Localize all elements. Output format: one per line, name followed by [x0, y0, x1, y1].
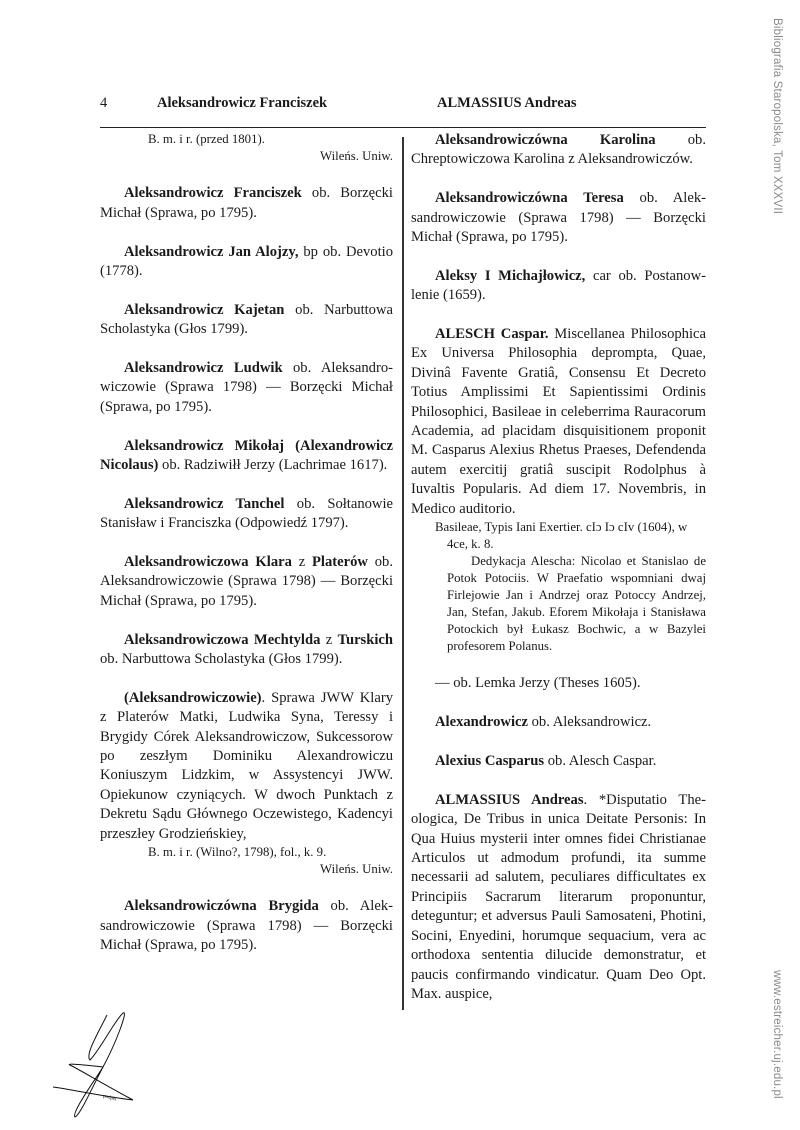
right-column [411, 131, 706, 1024]
entry-body: ob. Radziwiłł Jerzy (Lachrimae 1617). [158, 457, 388, 474]
list-item [100, 631, 393, 670]
continuation-entry [100, 131, 393, 165]
running-head-left: Aleksandrowicz Franciszek [157, 95, 328, 111]
see-also [411, 674, 706, 693]
almassius-entry [411, 791, 706, 1004]
entry-head: Aleksandrowiczówna Karolina [435, 132, 656, 148]
imprint: B. m. i r. (przed 1801). [148, 132, 265, 146]
main-entry [100, 689, 393, 878]
list-item [411, 189, 706, 247]
page-number: 4 [100, 95, 108, 111]
see-also-text: — ob. Lemka Jerzy (Theses 1605). [435, 675, 641, 692]
entry-head: Aleksandrowiczowa Klara [124, 554, 292, 571]
entry-head-2: Turskich [337, 631, 393, 648]
series-title: Bibliografia Staropolska, Tom XXXVII [771, 18, 783, 215]
entry-body: ob. Aleksandrowiczowie (Sprawa 1798) — Borzęcki Michał (Sprawa, po 1795). [100, 554, 393, 609]
signature-icon [45, 1005, 165, 1125]
imprint: B. m. i r. (Wilno?, 1798), fol., k. 9. [148, 845, 327, 860]
entry-mid: z [320, 631, 338, 648]
running-head-right: ALMASSIUS Andreas [437, 95, 577, 111]
entry-body: ob. Aleksandrowiczowie (Sprawa 1798) — Borzęcki Michał (Sprawa, po 1795). [100, 360, 393, 415]
entry-body: ob. Aleksandrowiczowie (Sprawa 1798) — Borzęcki Michał (Sprawa, po 1795). [411, 190, 706, 246]
signature-label: podpis [102, 1094, 117, 1103]
entry-body: ob. Narbuttowa Scholastyka (Głos 1799). [100, 651, 343, 668]
list-item [100, 243, 393, 282]
entry-body: ob. Aleksandrowicz. [527, 714, 652, 731]
entry-head: Aleksandrowicz Mikołaj (Alexandrowicz Nicolaus) [100, 437, 393, 474]
entry-body: bp ob. Devotio (1778). [100, 243, 393, 279]
entry-head-2: Platerów [312, 554, 368, 571]
entry-body: ob. Borzęcki Michał (Sprawa, po 1795). [100, 185, 393, 221]
entry-head: Aleksy I Michajłowicz, [435, 267, 586, 284]
list-item [411, 267, 706, 306]
entry-body: ob. Sołtanowie Stanisław i Franciszka (Odpowiedź 1797). [100, 495, 393, 532]
entry-body: . Sprawa JWW Klary z Platerów Matki, Ludwika Syna, Teressy i Brygidy Córek Aleksandrowiczow, Sukcessorow po zeszłym Dominiku Alexandrowiczu Koniuszym Lidzkim, w Assystencyi JWW. Opiekunow czyniących. W dwoch Punktach z Dekretu Sądu Głównego Oczewistego, Kadencyi przeszłey Grodzieńskiey, [100, 689, 393, 842]
library-location: Wileńs. Uniw. [320, 149, 393, 163]
list-item [100, 897, 393, 955]
list-item [100, 359, 393, 417]
entry-head: ALESCH Caspar. [435, 326, 549, 343]
entry-head: Aleksandrowicz Jan Alojzy, [124, 243, 299, 260]
entry-body: Miscellanea Philosophica Ex Universa Philosophia deprompta, Quae, Divinâ Favente Gratiâ, Consensu Et Decreto Totius Amplissimi Et Sapientissimi Ordinis Philosophici, Basileae in celeberrima Rauracorum Academia, ad placidam disquisitionem proponit M. Casparus Alexius Rhetus Praeses, Defendenda autem exercitij gratiâ suscipit Rodolphus à Iuvaltis Popularis. Ad diem 17. Novembris, in Medico auditorio. [411, 326, 706, 517]
entry-head: Alexius Casparus [435, 753, 545, 770]
entry-body: ob. Chreptowiczowa Karolina z Aleksandrowiczów. [411, 132, 706, 168]
header-rule [100, 127, 706, 128]
list-item [100, 495, 393, 534]
entry-head: Aleksandrowicz Franciszek [124, 185, 302, 202]
entry-body: ob. Aleksandrowiczowie (Sprawa 1798) — Borzęcki Michał (Sprawa, po 1795). [100, 898, 393, 954]
list-item [100, 184, 393, 223]
entry-head: Aleksandrowicz Ludwik [124, 360, 283, 376]
website-url: www.estreicher.uj.edu.pl [771, 970, 783, 1099]
list-item [100, 437, 393, 476]
entry-body: ob. Narbuttowa Scholastyka (Głos 1799). [100, 301, 393, 338]
list-item [100, 553, 393, 611]
entry-head: Aleksandrowiczówna Teresa [435, 190, 624, 207]
entry-head: Alexandrowicz [435, 714, 528, 731]
alesch-entry [411, 325, 706, 655]
entry-body: car ob. Postanowlenie (1659). [411, 267, 706, 304]
list-item [100, 301, 393, 340]
entry-head: ALMASSIUS Andreas [435, 791, 584, 808]
entry-body: ob. Alesch Caspar. [544, 753, 657, 770]
entry-head: Aleksandrowiczówna Brygida [124, 898, 319, 915]
list-item [411, 131, 706, 170]
imprint: Basileae, Typis Iani Exertier. cIɔ Iɔ cIv (1604), w 4ce, k. 8. [435, 520, 688, 552]
entry-head: Aleksandrowicz Kajetan [124, 301, 285, 318]
dedication-note: Dedykacja Alescha: Nicolao et Stanislao de Potok Potociis. W Praefatio wspomniani dwaj Firlejowie Jan i Andrzej oraz Potoccy Andrzej, Jan, Stefan, Jakub. Eforem Mikołaja i Stanisława Potockich był Łukasz Bochwic, a w Bazylei profesorem Polanus. [447, 554, 706, 654]
list-item [411, 752, 706, 771]
entry-head: Aleksandrowiczowa Mechtylda [124, 631, 321, 648]
column-divider [402, 137, 404, 1010]
library-location: Wileńs. Uniw. [320, 862, 393, 877]
entry-head: (Aleksandrowiczowie) [124, 689, 262, 706]
left-column [100, 131, 393, 975]
entry-mid: z [291, 554, 313, 571]
list-item [411, 713, 706, 732]
entry-body: . *Disputatio Theologica, De Tribus in unica Deitate Personis: In Qua Huius mysterii inter omnes fidei Christianae Articulos ut admodum profundi, ita summe necessarii ad salutem, peculiares difficultates ex Principiis Sacrarum literarum proponuntur, deteguntur; et adversus Pauli Samosateni, Photini, Socini, Enyedini, horumque sequacium, vera ac orthodoxa sententia dilucide demonstratur, et paucis confirmando vindicatur. Quam Deo Opt. Max. auspice, [411, 791, 706, 1002]
entry-head: Aleksandrowicz Tanchel [124, 495, 285, 512]
